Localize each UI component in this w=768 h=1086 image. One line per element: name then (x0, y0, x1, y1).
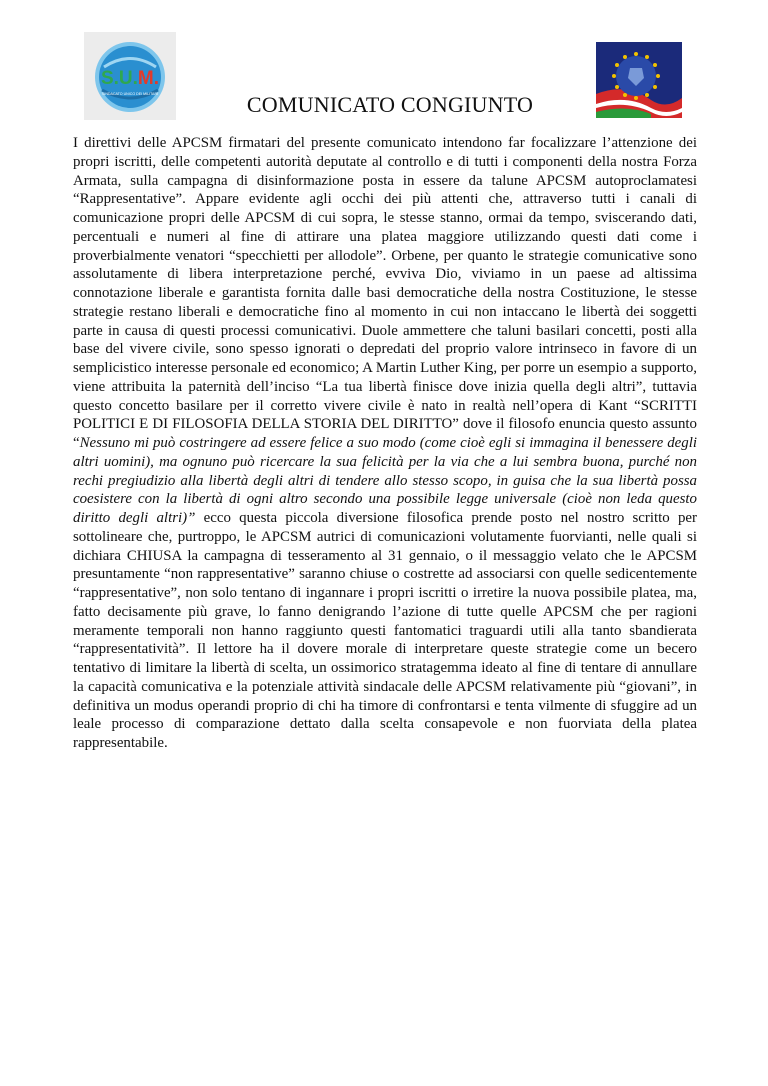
document-title: COMUNICATO CONGIUNTO (246, 92, 534, 117)
body-paragraph-conclusion: ecco questa piccola diversione filosofica prende posto nel nostro scritto per sottolineare che, purtroppo, le APCSM autrici di comunicazioni volutamente fuorvianti, nelle quali si dichiara CHIUSA la campagna di tesseramento al 31 gennaio, o il messaggio velato che le APCSM presuntamente “non rappresentative” saranno chiuse o costrette ad associarsi con quelle sedicentemente “rappresentative”, non solo tentano di ingannare i propri iscritti o irretire la nuova possibile platea, ma, fatto decisamente più grave, lo fanno denigrando l’azione di tutte quelle APCSM che per ragioni meramente temporali non hanno raggiunto questi fantomatici traguardi utili alla tanto sbandierata “rappresentatività”. Il lettore ha il dovere morale di interpretare queste strategie come un becero tentativo di limitare la libertà di scelta, un ossimorico stratagemma ideato al fine di tentare di annullare la capacità comunicativa e la potenziale attività sindacale delle APCSM relativamente più “giovani”, in definitiva un modus operandi proprio di chi ha timore di confrontarsi e tenta vilmente di sfuggire ad un leale processo di comparazione dettato dalla scelta consapevole e non fuorviata della platea rappresentabile. (73, 510, 697, 751)
svg-text:S.U.M.: S.U.M. (100, 68, 160, 89)
body-paragraph-intro: I direttivi delle APCSM firmatari del presente comunicato intendono far focalizzare l’attenzione dei propri iscritti, delle competenti autorità deputate al controllo e di tutti i componenti della nostra Forza Armata, sulla campagna di disinformazione posta in essere da talune APCSM autoproclamatesi “Rappresentative”. Appare evidente agli occhi dei più attenti che, attraverso tutti i canali di comunicazione propri delle APCSM di cui sopra, le stesse stanno, ormai da tempo, sviscerando dati, percentuali e numeri al fine di attirare una platea maggiore utilizzando questi dati come i proverbialmente venatori “specchietti per allodole”. Orbene, per quanto le strategie comunicative sono assolutamente di libera interpretazione perché, evviva Dio, viviamo in un paese ad altissima connotazione liberale e garantista fornita dalle basi democratiche della nostra Costituzione, le stesse strategie restano liberali e democratiche fino al momento in cui non intaccano le libertà dei soggetti parte in causa di questi processi comunicativi. Duole ammettere che taluni basilari concetti, posti alla base del vivere civile, sono spesso ignorati o depredati del proprio valore intrinseco in favore di un semplicistico interesse personale ed economico; A Martin Luther King, per porre un esempio a supporto, viene attribuita la paternità dell’inciso “La tua libertà finisce dove inizia quella degli altri”, tuttavia questo concetto basilare per il corretto vivere civile è nato in realtà nell’opera di Kant “SCRITTI POLITICI E DI FILOSOFIA DELLA STORIA DEL DIRITTO” dove il filosofo enuncia questo assunto “ (73, 135, 697, 451)
logo-subtext: SINDACATO UNICO DEI MILITARI (101, 92, 159, 96)
communique-body (73, 134, 697, 753)
kant-quote: Nessuno mi può costringere ad essere felice a suo modo (come cioè egli si immagina il benessere degli altri uomini), ma ognuno può ricercare la sua felicità per la via che a lui sembra buona, purché non rechi pregiudizio alla libertà degli altri di tendere allo stesso scopo, in guisa che la sua libertà possa coesistere con la libertà di ogni altro secondo una possibile legge universale (cioè non leda questo diritto degli altri)” (73, 435, 697, 526)
